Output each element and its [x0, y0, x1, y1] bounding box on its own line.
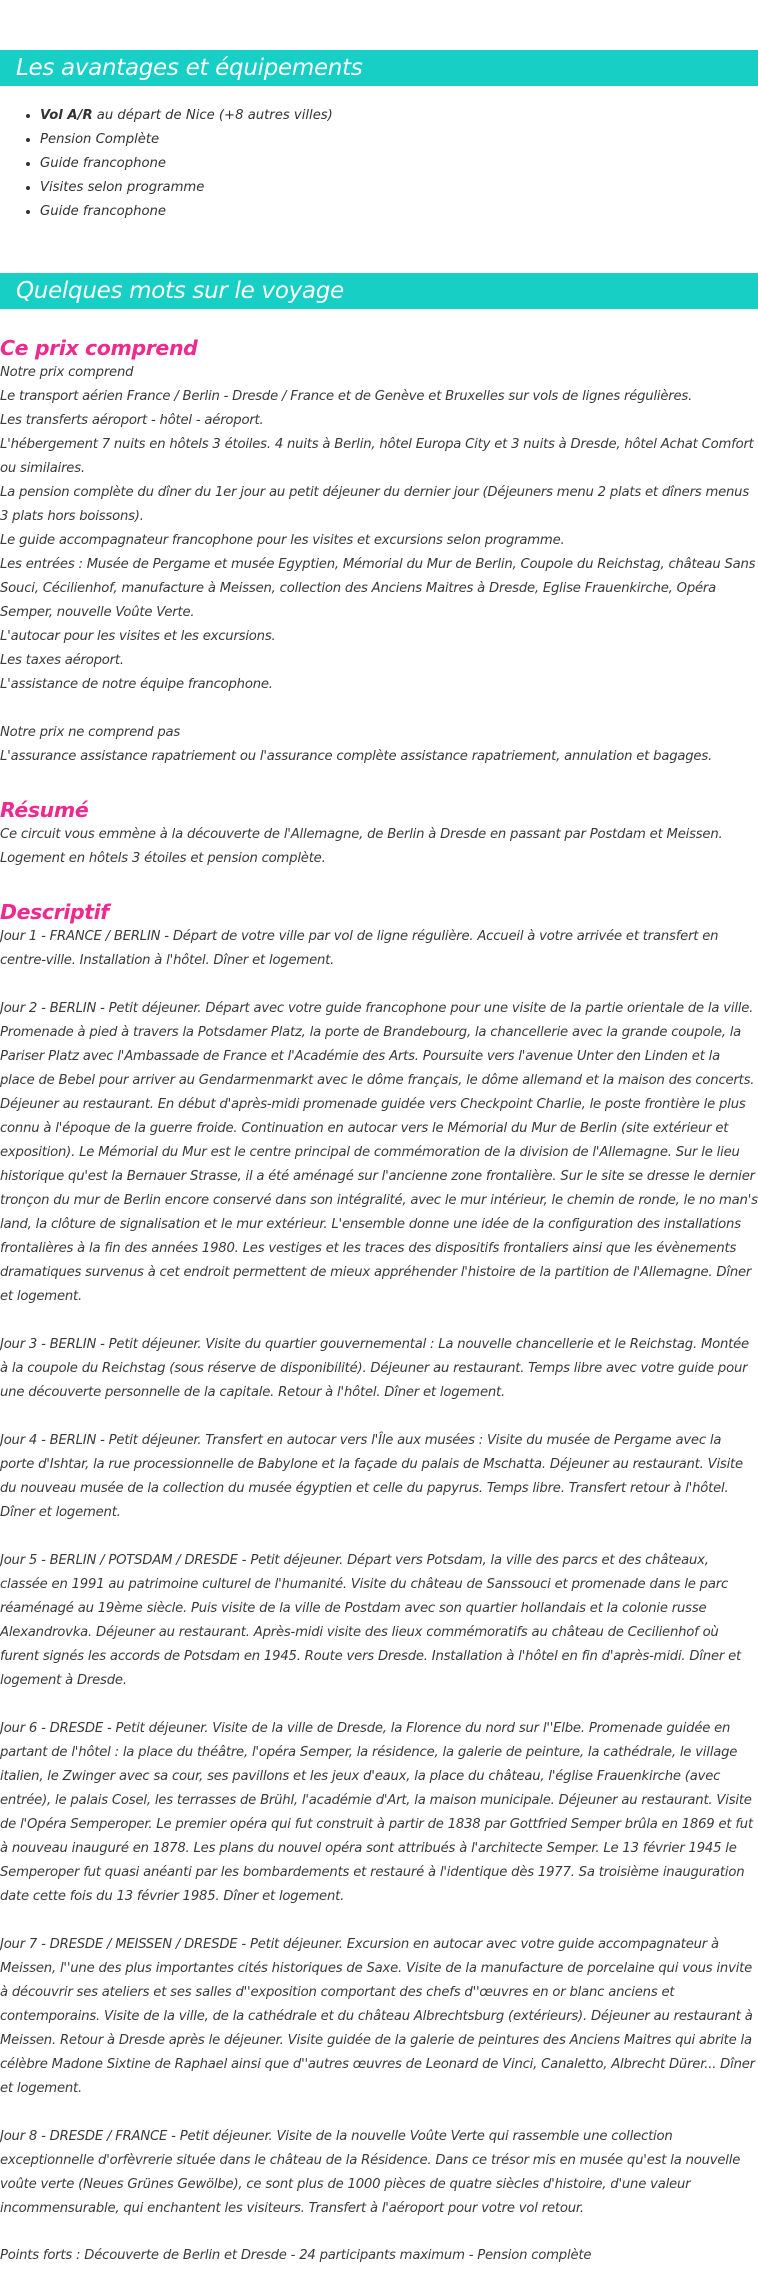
day-paragraph: Jour 5 - BERLIN / POTSDAM / DRESDE - Petit déjeuner. Départ vers Potsdam, la ville des parcs et des châteaux, classée en 1991 au patrimoine culturel de l'humanité. Visite du château de Sanssouci et promenade dans le parc réaménagé au 19ème siècle. Puis visite de la ville de Postdam avec son quartier hollandais et la colonie russe Alexandrovka. Déjeuner au restaurant. Après-midi visite des lieux commémoratifs au château de Cecilienhof où furent signés les accords de Potsdam en 1945. Route vers Dresde. Installation à l'hôtel en fin d'après-midi. Dîner et logement à Dresde. [0, 1553, 741, 1688]
list-item [40, 128, 333, 152]
points-forts: Points forts : Découverte de Berlin et Dresde - 24 participants maximum - Pension complète [0, 2248, 592, 2263]
list-item-text: Pension Complète [40, 132, 160, 147]
voyage-banner: Quelques mots sur le voyage [0, 273, 758, 309]
list-item [40, 152, 333, 176]
list-item-text: Guide francophone [40, 204, 167, 219]
resume-heading: Résumé [0, 798, 89, 822]
resume-text: Ce circuit vous emmène à la découverte de l'Allemagne, de Berlin à Dresde en passant par Postdam et Meissen. Logement en hôtels 3 étoiles et pension complète. [0, 827, 723, 866]
day-paragraph: Jour 7 - DRESDE / MEISSEN / DRESDE - Petit déjeuner. Excursion en autocar avec votre guide accompagnateur à Meissen, l''une des plus importantes cités historiques de Saxe. Visite de la manufacture de porcelaine qui vous invite à découvrir ses ateliers et ses salles d''exposition comportant des chefs d''œuvres en or blanc anciens et contemporains. Visite de la ville, de la cathédrale et du château Albrechtsburg (extérieurs). Déjeuner au restaurant à Meissen. Retour à Dresde après le déjeuner. Visite guidée de la galerie de peintures des Anciens Maitres qui abrite la célèbre Madone Sixtine de Raphael ainsi que d''autres œuvres de Leonard de Vinci, Canaletto, Albrecht Dürer... Dîner et logement. [0, 1937, 755, 2096]
list-item [40, 200, 333, 224]
advantages-banner: Les avantages et équipements [0, 50, 758, 86]
list-item-text: Guide francophone [40, 156, 167, 171]
day-paragraph: Jour 1 - FRANCE / BERLIN - Départ de votre ville par vol de ligne régulière. Accueil à votre arrivée et transfert en centre-ville. Installation à l'hôtel. Dîner et logement. [0, 929, 719, 968]
day-paragraph: Jour 3 - BERLIN - Petit déjeuner. Visite du quartier gouvernemental : La nouvelle chancellerie et le Reichstag. Montée à la coupole du Reichstag (sous réserve de disponibilité). Déjeuner au restaurant. Temps libre avec votre guide pour une découverte personnelle de la capitale. Retour à l'hôtel. Dîner et logement. [0, 1337, 749, 1400]
prix-text: Notre prix comprend Le transport aérien France / Berlin - Dresde / France et de Genève et Bruxelles sur vols de lignes régulières. Les transferts aéroport - hôtel - aéroport. L'hébergement 7 nuits en hôtels 3 étoiles. 4 nuits à Berlin, hôtel Europa City et 3 nuits à Dresde, hôtel Achat Comfort ou similaires. La pension complète du dîner du 1er jour au petit déjeuner du dernier jour (Déjeuners menu 2 plats et dîners menus 3 plats hors boissons). Le guide accompagnateur francophone pour les visites et excursions selon programme. Les entrées : Musée de Pergame et musée Egyptien, Mémorial du Mur de Berlin, Coupole du Reichstag, château Sans Souci, Cécilienhof, manufacture à Meissen, collection des Anciens Maitres à Dresde, Eglise Frauenkirche, Opéra Semper, nouvelle Voûte Verte. L'autocar pour les visites et les excursions. Les taxes aéroport. L'assistance de notre équipe francophone. Notre prix ne comprend pas L'assurance assistance rapatriement ou l'assurance complète assistance rapatriement, annulation et bagages. [0, 365, 756, 764]
advantages-list [0, 104, 333, 224]
day-paragraph: Jour 8 - DRESDE / FRANCE - Petit déjeuner. Visite de la nouvelle Voûte Verte qui rassemble une collection exceptionnelle d'orfèvrerie située dans le château de la Résidence. Dans ce trésor mis en musée qu'est la nouvelle voûte verte (Neues Grünes Gewölbe), ce sont plus de 1000 pièces de quatre siècles d'histoire, d'une valeur incommensurable, qui enchantent les visiteurs. Transfert à l'aéroport pour votre vol retour. [0, 2129, 741, 2216]
day-paragraph: Jour 2 - BERLIN - Petit déjeuner. Départ avec votre guide francophone pour une visite de la partie orientale de la ville. Promenade à pied à travers la Potsdamer Platz, la porte de Brandebourg, la chancellerie avec la grande coupole, la Pariser Platz avec l'Ambassade de France et l'Académie des Arts. Poursuite vers l'avenue Unter den Linden et la place de Bebel pour arriver au Gendarmenmarkt avec le dôme français, le dôme allemand et la maison des concerts. Déjeuner au restaurant. En début d'après-midi promenade guidée vers Checkpoint Charlie, le poste frontière le plus connu à l'époque de la guerre froide. Continuation en autocar vers le Mémorial du Mur de Berlin (site extérieur et exposition). Le Mémorial du Mur est le centre principal de commémoration de la division de l'Allemagne. Sur le lieu historique qu'est la Bernauer Strasse, il a été aménagé sur l'ancienne zone frontalière. Sur le site se dresse le dernier tronçon du mur de Berlin encore conservé dans son intégralité, avec le mur intérieur, le chemin de ronde, le no man's land, la clôture de signalisation et le mur extérieur. L'ensemble donne une idée de la configuration des installations frontalières à la fin des années 1980. Les vestiges et les traces des dispositifs frontaliers ainsi que les évènements dramatiques survenus à cet endroit permettent de mieux appréhender l'histoire de la partition de l'Allemagne. Dîner et logement. [0, 1001, 758, 1304]
list-item-text: Visites selon programme [40, 180, 205, 195]
descriptif-section [0, 899, 758, 2221]
resume-section [0, 797, 758, 871]
list-item-strong: Vol A/R [40, 108, 93, 123]
descriptif-heading: Descriptif [0, 900, 109, 924]
day-paragraph: Jour 4 - BERLIN - Petit déjeuner. Transfert en autocar vers l'Île aux musées : Visite du musée de Pergame avec la porte d'Ishtar, la rue processionnelle de Babylone et la façade du palais de Mschatta. Déjeuner au restaurant. Visite du nouveau musée de la collection du musée égyptien et celle du papyrus. Temps libre. Transfert retour à l'hôtel. Dîner et logement. [0, 1433, 743, 1520]
list-item-text: au départ de Nice (+8 autres villes) [92, 108, 333, 123]
list-item [40, 104, 333, 128]
prix-section [0, 335, 758, 769]
list-item [40, 176, 333, 200]
day-paragraph: Jour 6 - DRESDE - Petit déjeuner. Visite de la ville de Dresde, la Florence du nord sur l''Elbe. Promenade guidée en partant de l'hôtel : la place du théâtre, l'opéra Semper, la résidence, la galerie de peinture, la cathédrale, le village italien, le Zwinger avec sa cour, ses pavillons et les jeux d'eaux, la place du château, l'église Frauenkirche (avec entrée), le palais Cosel, les terrasses de Brühl, l'académie d'Art, la maison municipale. Déjeuner au restaurant. Visite de l'Opéra Semperoper. Le premier opéra qui fut construit à partir de 1838 par Gottfried Semper brûla en 1869 et fut à nouveau inauguré en 1878. Les plans du nouvel opéra sont attribués à l'architecte Semper. Le 13 février 1945 le Semperoper fut quasi anéanti par les bombardements et restauré à l'identique dès 1977. Sa troisième inauguration date cette fois du 13 février 1985. Dîner et logement. [0, 1721, 753, 1904]
prix-heading: Ce prix comprend [0, 336, 198, 360]
